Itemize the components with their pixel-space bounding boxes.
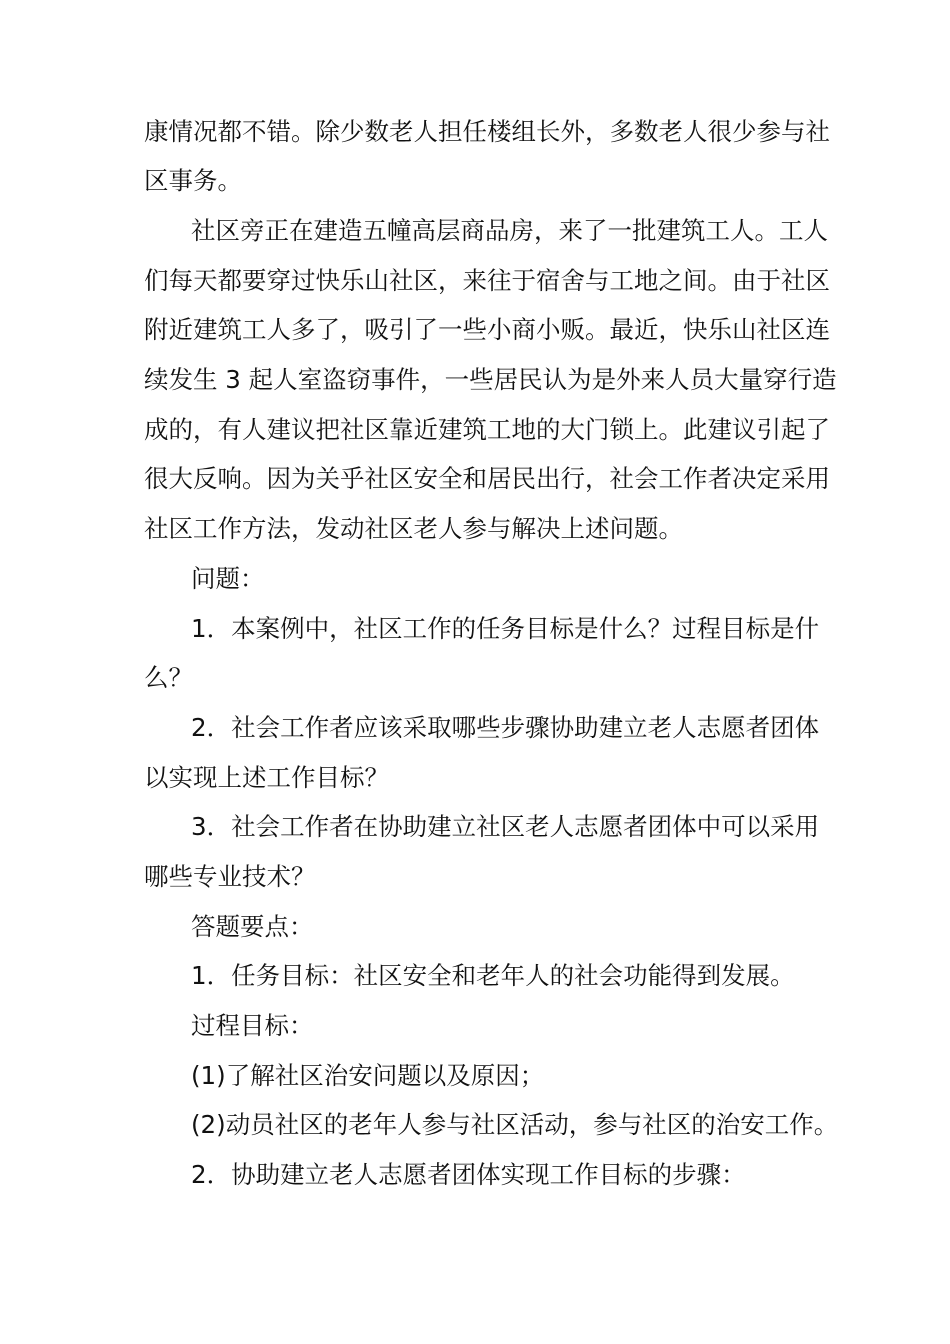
answer-points-heading: 答题要点： [191, 912, 314, 941]
question-2-line-2: 以实现上述工作目标？ [144, 763, 389, 792]
questions-heading: 问题： [191, 564, 265, 593]
text-line-1: 康情况都不错。除少数老人担任楼组长外，多数老人很少参与社 [144, 117, 830, 146]
text-line-7: 成的，有人建议把社区靠近建筑工地的大门锁上。此建议引起了 [144, 415, 830, 444]
answer-2-heading: 2．协助建立老人志愿者团体实现工作目标的步骤： [191, 1160, 746, 1189]
text-line-6: 续发生 3 起人室盗窃事件，一些居民认为是外来人员大量穿行造 [144, 365, 837, 394]
question-3-line-2: 哪些专业技术？ [144, 862, 316, 891]
text-line-8: 很大反响。因为关乎社区安全和居民出行，社会工作者决定采用 [144, 464, 830, 493]
process-goal-item-2: (2)动员社区的老年人参与社区活动，参与社区的治安工作。 [191, 1110, 839, 1139]
text-line-9: 社区工作方法，发动社区老人参与解决上述问题。 [144, 514, 683, 543]
text-line-5: 附近建筑工人多了，吸引了一些小商小贩。最近，快乐山社区连 [144, 315, 830, 344]
process-goal-item-1: (1)了解社区治安问题以及原因； [191, 1061, 545, 1090]
text-line-2: 区事务。 [144, 166, 242, 195]
paragraph-start-line-3: 社区旁正在建造五幢高层商品房，来了一批建筑工人。工人 [191, 216, 828, 245]
question-3-line-1: 3．社会工作者在协助建立社区老人志愿者团体中可以采用 [191, 812, 820, 841]
process-goal-heading: 过程目标： [191, 1011, 314, 1040]
question-1-line-1: 1．本案例中，社区工作的任务目标是什么？过程目标是什 [191, 614, 820, 643]
question-1-line-2: 么？ [144, 663, 193, 692]
text-line-4: 们每天都要穿过快乐山社区，来往于宿舍与工地之间。由于社区 [144, 266, 830, 295]
answer-1-task-goal: 1．任务目标：社区安全和老年人的社会功能得到发展。 [191, 961, 795, 990]
question-2-line-1: 2．社会工作者应该采取哪些步骤协助建立老人志愿者团体 [191, 713, 820, 742]
